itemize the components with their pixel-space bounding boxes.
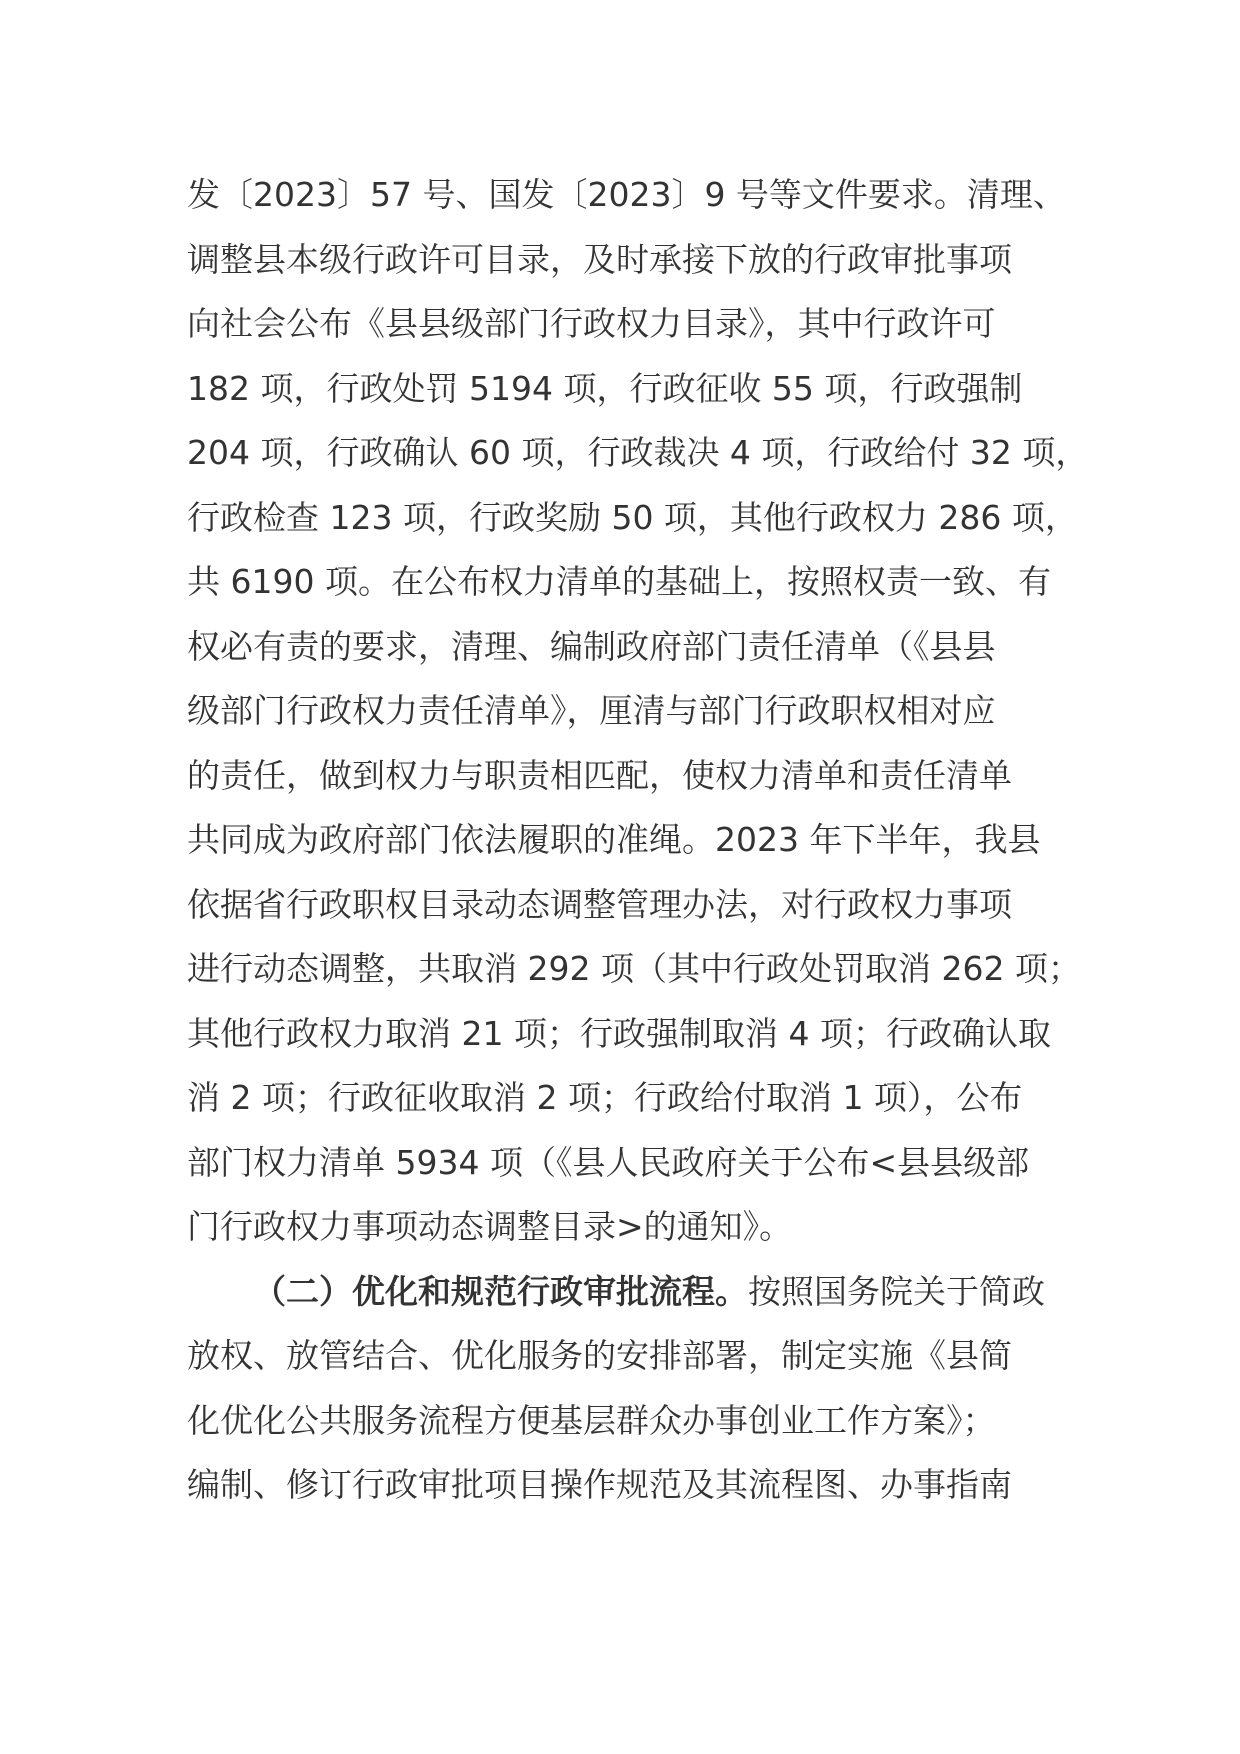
text-line: 共 6190 项。在公布权力清单的基础上，按照权责一致、有 — [187, 562, 1051, 601]
text-line: 编制、修订行政审批项目操作规范及其流程图、办事指南 — [187, 1465, 1012, 1504]
section-2-first-line — [187, 1260, 1087, 1325]
text-line: 级部门行政权力责任清单》，厘清与部门行政职权相对应 — [187, 691, 996, 730]
text-line: 调整县本级行政许可目录，及时承接下放的行政审批事项 — [187, 239, 1012, 279]
text-line: 向社会公布《县县级部门行政权力目录》，其中行政许可 — [187, 304, 996, 343]
text-line: 进行动态调整，共取消 292 项（其中行政处罚取消 262 项； — [187, 949, 1081, 988]
text-line: 其他行政权力取消 21 项；行政强制取消 4 项；行政确认取 — [187, 1013, 1051, 1053]
text-line: 182 项，行政处罚 5194 项，行政征收 55 项，行政强制 — [187, 368, 1023, 408]
section-2-heading: （二）优化和规范行政审批流程。 — [253, 1271, 748, 1311]
text-line: 共同成为政府部门依法履职的准绳。2023 年下半年，我县 — [187, 820, 1041, 859]
text-line: 的责任，做到权力与职责相匹配，使权力清单和责任清单 — [187, 755, 1012, 795]
text-line: 发〔2023〕57 号、国发〔2023〕9 号等文件要求。清理、 — [187, 175, 1066, 214]
section-2-text: 按照国务院关于简政 — [748, 1271, 1045, 1311]
text-line: 依据省行政职权目录动态调整管理办法，对行政权力事项 — [187, 884, 1012, 924]
text-line: 化优化公共服务流程方便基层群众办事创业工作方案》； — [187, 1400, 996, 1440]
text-line: 权必有责的要求，清理、编制政府部门责任清单（《县县 — [187, 626, 996, 666]
text-line: 放权、放管结合、优化服务的安排部署，制定实施《县简 — [187, 1336, 1012, 1375]
body-text — [187, 163, 1087, 1518]
text-line: 门行政权力事项动态调整目录>的通知》。 — [187, 1207, 793, 1246]
text-line: 消 2 项；行政征收取消 2 项；行政给付取消 1 项），公布 — [187, 1078, 1023, 1117]
text-line: 204 项，行政确认 60 项，行政裁决 4 项，行政给付 32 项， — [187, 433, 1089, 472]
text-line: 行政检查 123 项，行政奖励 50 项，其他行政权力 286 项， — [187, 497, 1078, 537]
text-line: 部门权力清单 5934 项（《县人民政府关于公布<县县级部 — [187, 1142, 1030, 1182]
